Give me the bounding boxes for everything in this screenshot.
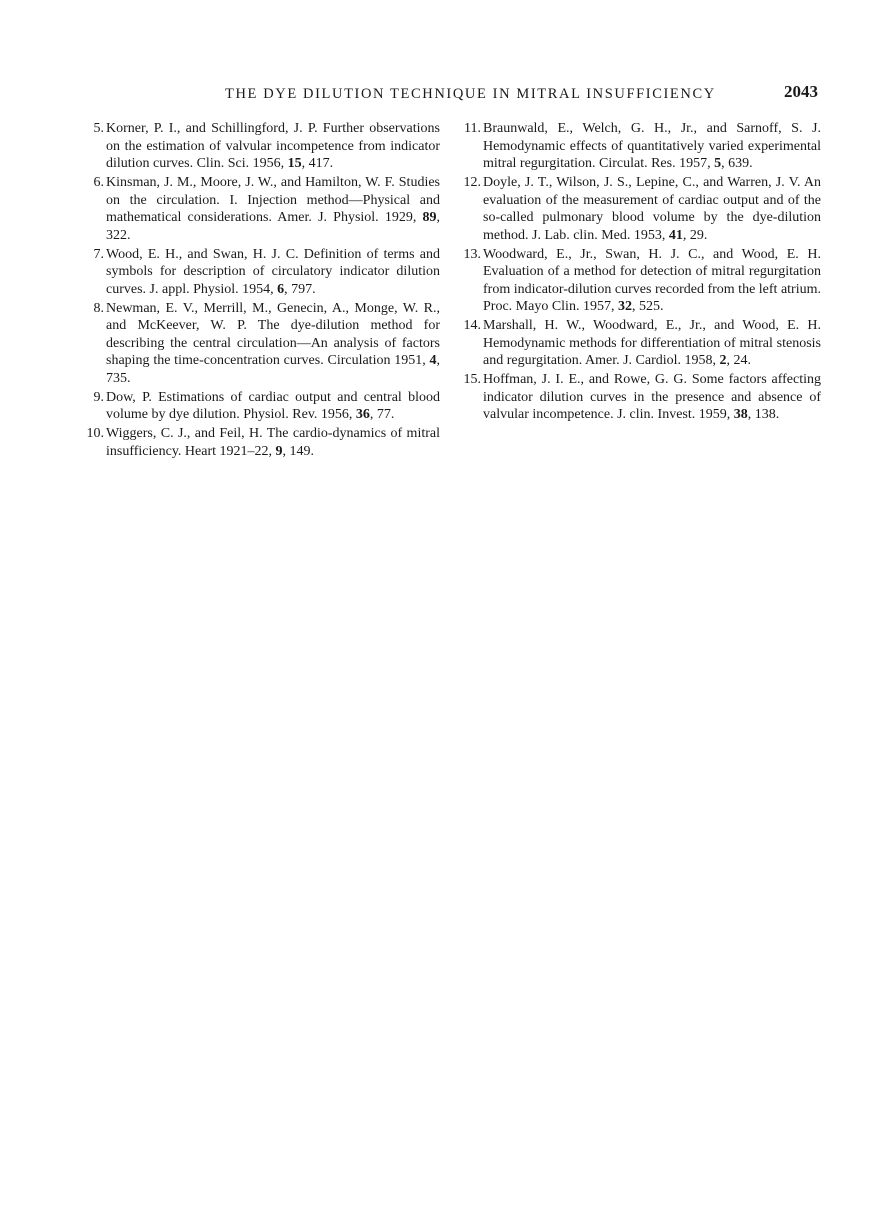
reference-item	[78, 425, 440, 460]
reference-item	[455, 371, 821, 424]
reference-text: Wiggers, C. J., and Feil, H. The cardio-dynamics of mitral insufficiency. Heart 1921–22, 9, 149.	[106, 426, 440, 459]
reference-volume: 15	[287, 156, 302, 171]
reference-volume: 41	[668, 227, 683, 243]
reference-number: 10.	[86, 426, 104, 442]
reference-text: Braunwald, E., Welch, G. H., Jr., and Sarnoff, S. J. Hemodynamic effects of quantitatively varied experimental mitral regurgitation. Circulat. Res. 1957, 5, 639.	[483, 121, 821, 171]
page-number: 2043	[784, 82, 818, 101]
reference-number: 8.	[93, 300, 104, 316]
reference-item	[78, 389, 440, 424]
reference-text: Hoffman, J. I. E., and Rowe, G. G. Some factors affecting indicator dilution curves in the presence and absence of valvular incompetence. J. clin. Invest. 1959, 38, 138.	[483, 372, 821, 423]
reference-item	[455, 317, 821, 370]
reference-number: 6.	[93, 175, 104, 191]
reference-number: 11.	[464, 121, 481, 136]
reference-volume: 4	[429, 353, 437, 369]
reference-text: Woodward, E., Jr., Swan, H. J. C., and Wood, E. H. Evaluation of a method for detection of mitral regurgitation from indicator-dilution curves recorded from the left atrium. Proc. Mayo Clin. 1957, 32, 525.	[483, 246, 821, 315]
reference-volume: 6	[277, 281, 285, 297]
reference-item	[455, 246, 821, 316]
reference-number: 9.	[93, 389, 104, 405]
reference-number: 7.	[93, 246, 104, 262]
reference-volume: 5	[714, 156, 722, 171]
reference-volume: 9	[275, 443, 283, 459]
reference-text: Dow, P. Estimations of cardiac output and central blood volume by dye dilution. Physiol. Rev. 1956, 36, 77.	[106, 389, 440, 423]
running-title: THE DYE DILUTION TECHNIQUE IN MITRAL INSUFFICIENCY	[225, 86, 716, 102]
reference-volume: 89	[422, 210, 437, 226]
reference-text: Korner, P. I., and Schillingford, J. P. Further observations on the estimation of valvular incompetence from indicator dilution curves. Clin. Sci. 1956, 15, 417.	[106, 121, 440, 171]
reference-volume: 2	[719, 353, 727, 369]
reference-column-left	[78, 120, 440, 462]
reference-item	[78, 120, 440, 173]
reference-volume: 32	[617, 299, 632, 315]
reference-volume: 38	[733, 407, 748, 423]
reference-text: Newman, E. V., Merrill, M., Genecin, A., Monge, W. R., and McKeever, W. P. The dye-dilution method for describing the central circulation—An analysis of factors shaping the time-concentration curves. Circulation 1951, 4, 735.	[106, 300, 440, 386]
reference-item	[78, 174, 440, 244]
reference-item	[455, 174, 821, 244]
reference-column-right	[455, 120, 821, 425]
running-header	[0, 82, 890, 106]
reference-number: 13.	[463, 246, 481, 262]
reference-number: 14.	[463, 318, 481, 334]
reference-item	[455, 120, 821, 173]
reference-number: 5.	[93, 121, 104, 136]
reference-text: Wood, E. H., and Swan, H. J. C. Definition of terms and symbols for description of circulatory indicator dilution curves. J. appl. Physiol. 1954, 6, 797.	[106, 246, 440, 297]
reference-text: Kinsman, J. M., Moore, J. W., and Hamilton, W. F. Studies on the circulation. I. Injection method—Physical and mathematical considerations. Amer. J. Physiol. 1929, 89, 322.	[106, 175, 440, 243]
reference-text: Doyle, J. T., Wilson, J. S., Lepine, C., and Warren, J. V. An evaluation of the measurement of cardiac output and of the so-called pulmonary blood volume by the dye-dilution method. J. Lab. clin. Med. 1953, 41, 29.	[483, 175, 821, 243]
reference-number: 15.	[463, 372, 481, 388]
reference-item	[78, 246, 440, 299]
reference-volume: 36	[355, 407, 370, 423]
reference-text: Marshall, H. W., Woodward, E., Jr., and Wood, E. H. Hemodynamic methods for differentiation of mitral stenosis and regurgitation. Amer. J. Cardiol. 1958, 2, 24.	[483, 318, 821, 369]
reference-item	[78, 300, 440, 388]
reference-number: 12.	[463, 175, 481, 191]
